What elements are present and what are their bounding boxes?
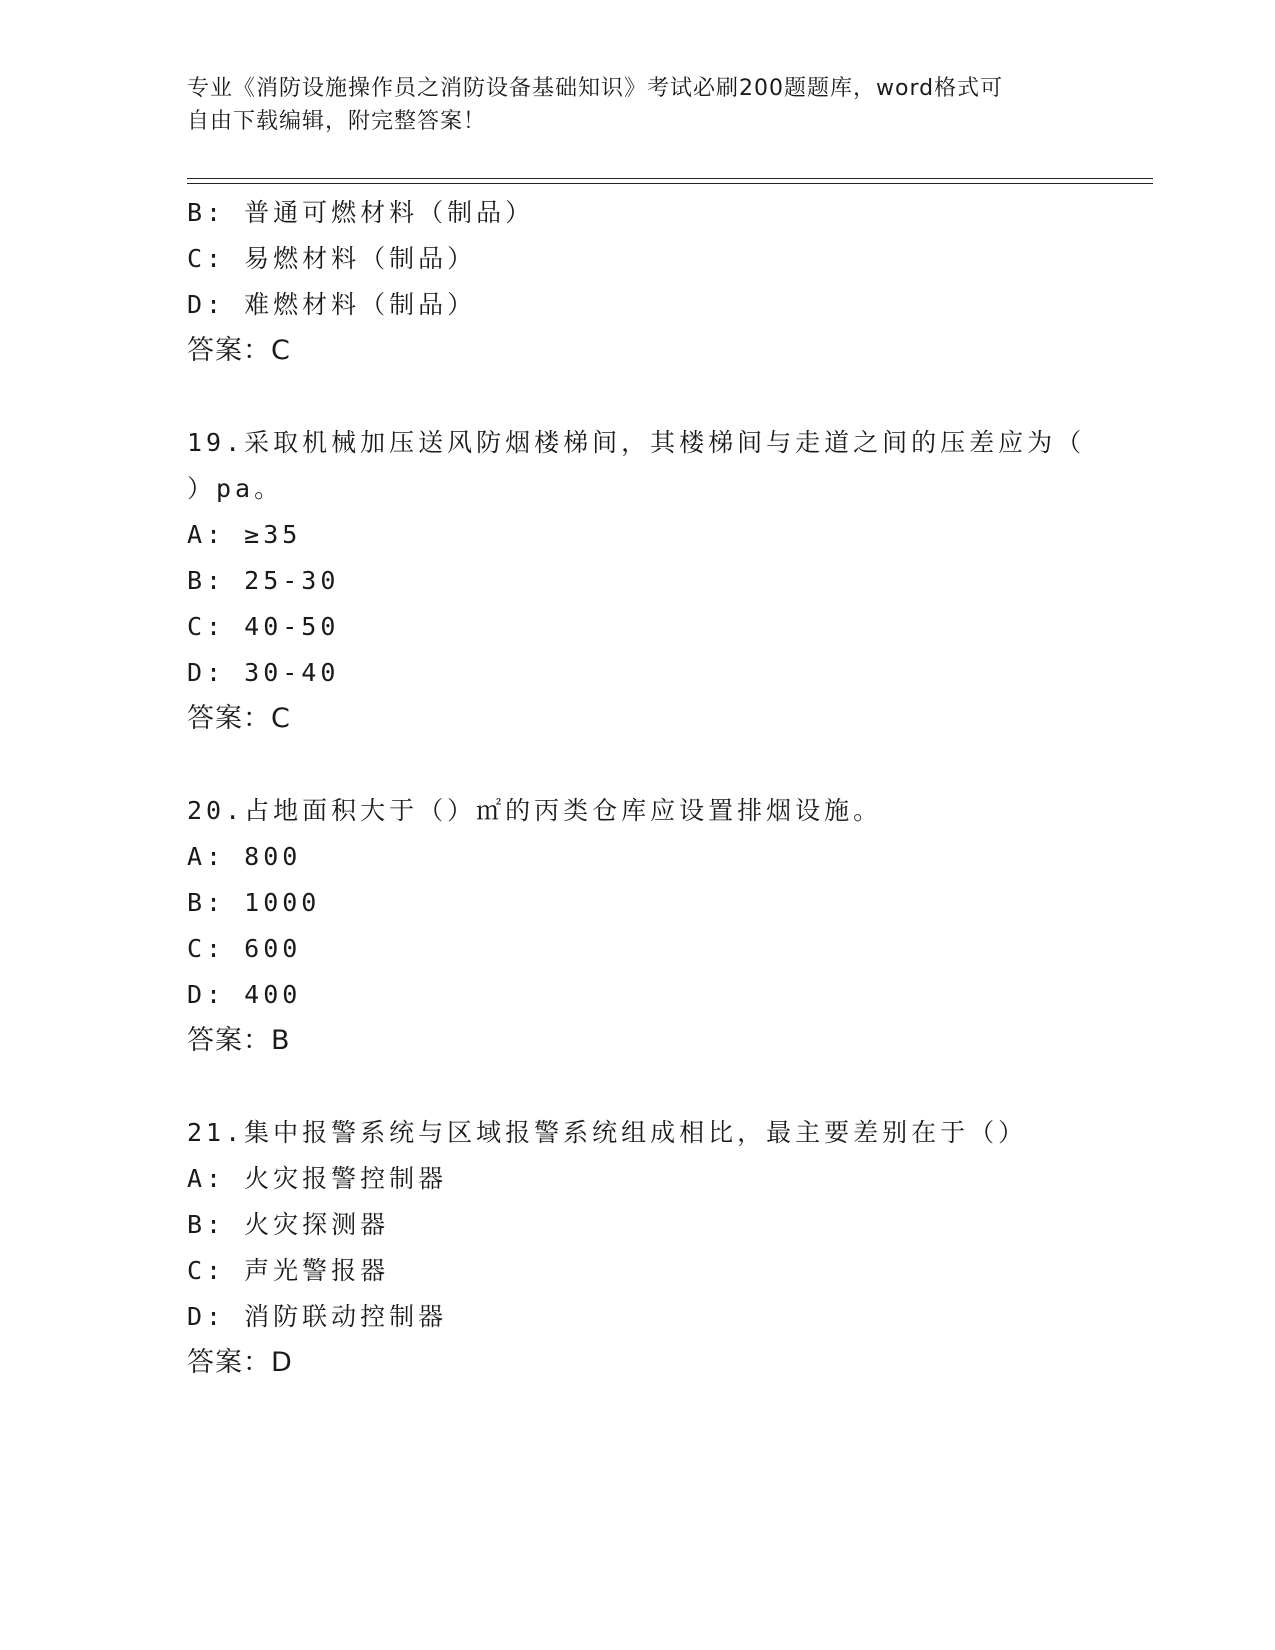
option-a: A: 800 xyxy=(187,842,302,871)
question-stem-line: 20.占地面积大于（）㎡的丙类仓库应设置排烟设施。 xyxy=(187,796,883,825)
answer-line: 答案：B xyxy=(187,1025,291,1056)
option-d: D: 消防联动控制器 xyxy=(187,1302,448,1331)
spacer xyxy=(187,374,1087,420)
option-d: D: 400 xyxy=(187,980,302,1009)
option-b: B: 1000 xyxy=(187,888,321,917)
option-c: C: 声光警报器 xyxy=(187,1256,390,1285)
option-b: B: 25-30 xyxy=(187,566,340,595)
header-divider-top xyxy=(187,178,1153,179)
answer-line: 答案：D xyxy=(187,1347,293,1378)
option-d: D: 30-40 xyxy=(187,658,340,687)
option-a: A: ≥35 xyxy=(187,520,302,549)
option-b: B: 火灾探测器 xyxy=(187,1210,390,1239)
question-20 xyxy=(187,788,1087,1064)
answer-line: 答案：C xyxy=(187,703,291,734)
header-line-2: 自由下载编辑，附完整答案！ xyxy=(187,109,487,134)
answer-line: 答案：C xyxy=(187,335,291,366)
spacer xyxy=(187,742,1087,788)
option-c: C: 40-50 xyxy=(187,612,340,641)
header-line-1: 专业《消防设施操作员之消防设备基础知识》考试必刷200题题库，word格式可 xyxy=(187,76,1004,101)
document-header xyxy=(187,72,1067,138)
question-list xyxy=(187,190,1087,1386)
option-c: C: 易燃材料（制品） xyxy=(187,244,477,273)
question-21 xyxy=(187,1110,1087,1386)
spacer xyxy=(187,1064,1087,1110)
prev-question-block xyxy=(187,190,1087,374)
question-stem-line: 21.集中报警系统与区域报警系统组成相比，最主要差别在于（） xyxy=(187,1118,1028,1147)
question-stem-line: ）pa。 xyxy=(187,474,284,503)
option-d: D: 难燃材料（制品） xyxy=(187,290,477,319)
question-stem-line: 19.采取机械加压送风防烟楼梯间，其楼梯间与走道之间的压差应为（ xyxy=(187,428,1086,457)
question-19 xyxy=(187,420,1087,742)
header-divider-bottom xyxy=(187,183,1153,184)
option-b: B: 普通可燃材料（制品） xyxy=(187,198,535,227)
option-a: A: 火灾报警控制器 xyxy=(187,1164,448,1193)
option-c: C: 600 xyxy=(187,934,302,963)
